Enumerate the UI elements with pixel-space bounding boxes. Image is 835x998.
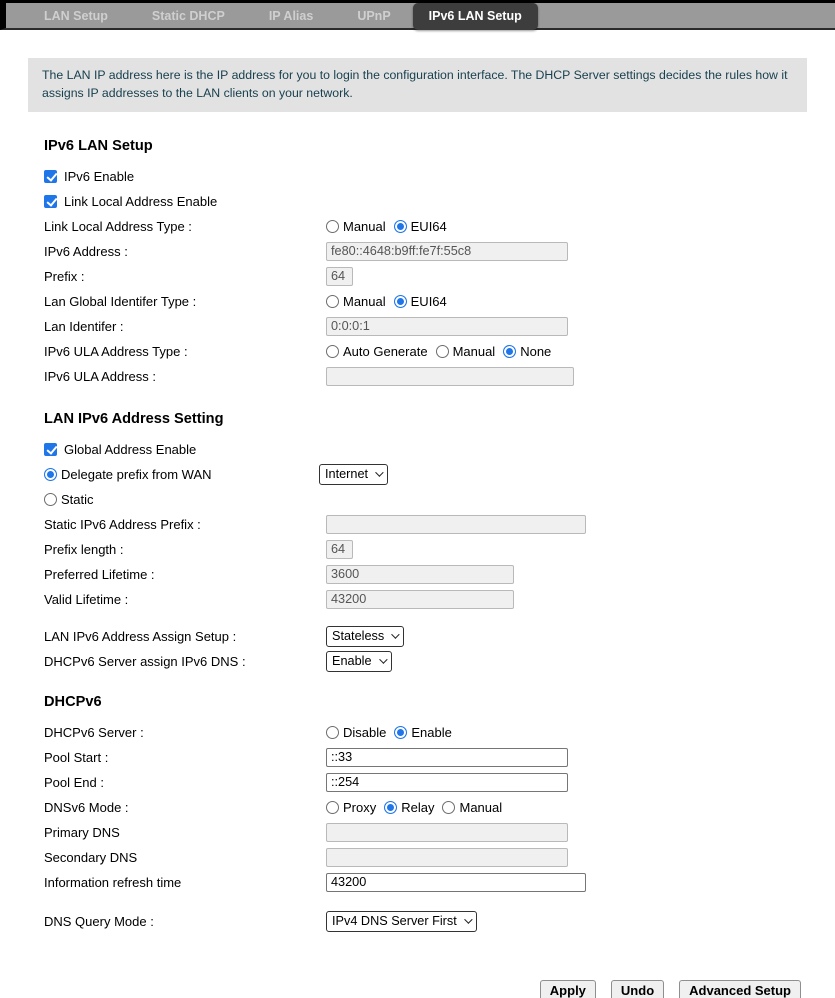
undo-button[interactable]: Undo (611, 980, 664, 998)
radio-checked-icon (394, 295, 407, 308)
static-ipv6-address-prefix-label: Static IPv6 Address Prefix : (44, 516, 201, 532)
option-label: Disable (343, 724, 387, 740)
apply-button[interactable]: Apply (540, 980, 596, 998)
option-label: Enable (411, 724, 452, 740)
radio-icon (442, 801, 455, 814)
select-value: Internet (325, 467, 369, 482)
delegate-prefix-option[interactable] (44, 467, 319, 482)
link-local-type-label: Link Local Address Type : (44, 218, 192, 234)
global-address-enable-row (44, 437, 835, 462)
lan-identifer-input (326, 317, 568, 336)
prefix-length-row (44, 537, 835, 562)
pool-start-input[interactable] (326, 748, 568, 767)
section-title-lan-ipv6-address-setting: LAN IPv6 Address Setting (44, 410, 224, 427)
lan-ipv6-address-assign-setup-row (44, 624, 835, 649)
radio-icon (326, 345, 339, 358)
option-label: Manual (459, 799, 503, 815)
select-value: Enable (332, 654, 372, 669)
preferred-lifetime-input (326, 565, 514, 584)
tab-lan-setup[interactable]: LAN Setup (44, 8, 108, 23)
pool-end-input[interactable] (326, 773, 568, 792)
option-label: None (520, 343, 552, 359)
lan-identifer-label: Lan Identifer : (44, 318, 124, 334)
chevron-down-icon (375, 468, 383, 476)
static-ipv6-address-prefix-input (326, 515, 586, 534)
radio-checked-icon (44, 468, 57, 481)
advanced-setup-button[interactable]: Advanced Setup (679, 980, 801, 998)
static-ipv6-address-prefix-row (44, 512, 835, 537)
tab-upnp[interactable]: UPnP (357, 8, 391, 23)
information-refresh-time-label: Information refresh time (44, 874, 182, 890)
dhcpv6-server-assign-ipv6-dns-label: DHCPv6 Server assign IPv6 DNS : (44, 653, 246, 669)
tab-ipv6-lan-setup[interactable]: IPv6 LAN Setup (413, 3, 538, 30)
lan-identifer-row (44, 314, 835, 339)
tab-bar (0, 0, 835, 30)
information-refresh-time-row (44, 870, 835, 895)
radio-checked-icon (503, 345, 516, 358)
chevron-down-icon (464, 915, 472, 923)
ipv6-enable-row (44, 164, 835, 189)
chevron-down-icon (379, 655, 387, 663)
link-local-type-manual-option[interactable] (326, 219, 386, 234)
pool-start-label: Pool Start : (44, 749, 109, 765)
radio-icon (44, 493, 57, 506)
ipv6-address-row (44, 239, 835, 264)
dns-query-mode-row (44, 909, 835, 934)
chevron-down-icon (391, 630, 399, 638)
select-value: Stateless (332, 629, 385, 644)
pool-end-row (44, 770, 835, 795)
lan-global-identifer-type-group (326, 294, 447, 309)
radio-checked-icon (394, 220, 407, 233)
primary-dns-row (44, 820, 835, 845)
dhcpv6-server-enable-option[interactable] (394, 725, 451, 740)
ipv6-ula-address-type-group (326, 344, 551, 359)
link-local-enable-label: Link Local Address Enable (64, 193, 218, 209)
preferred-lifetime-row (44, 562, 835, 587)
radio-icon (436, 345, 449, 358)
lan-ipv6-address-assign-setup-label: LAN IPv6 Address Assign Setup : (44, 628, 237, 644)
information-refresh-time-input[interactable] (326, 873, 586, 892)
primary-dns-input (326, 823, 568, 842)
lan-global-identifer-type-row (44, 289, 835, 314)
prefix-length-label: Prefix length : (44, 541, 124, 557)
prefix-row (44, 264, 835, 289)
secondary-dns-input (326, 848, 568, 867)
assign-ipv6-dns-select[interactable] (326, 651, 392, 672)
dhcpv6-server-row (44, 720, 835, 745)
primary-dns-label: Primary DNS (44, 824, 120, 840)
preferred-lifetime-label: Preferred Lifetime : (44, 566, 155, 582)
option-label: Relay (401, 799, 435, 815)
dhcpv6-server-disable-option[interactable] (326, 725, 386, 740)
link-local-enable-checkbox[interactable] (44, 195, 57, 208)
section-title-dhcpv6: DHCPv6 (44, 693, 102, 710)
option-label: EUI64 (410, 218, 447, 234)
radio-checked-icon (394, 726, 407, 739)
secondary-dns-label: Secondary DNS (44, 849, 138, 865)
dns-query-mode-select[interactable] (326, 911, 477, 932)
option-label: Manual (343, 293, 386, 309)
pool-end-label: Pool End : (44, 774, 104, 790)
ipv6-ula-address-type-label: IPv6 ULA Address Type : (44, 343, 188, 359)
dnsv6-mode-row (44, 795, 835, 820)
link-local-type-row (44, 214, 835, 239)
radio-icon (326, 726, 339, 739)
dhcpv6-server-label: DHCPv6 Server : (44, 724, 144, 740)
ipv6-address-input (326, 242, 568, 261)
ipv6-address-label: IPv6 Address : (44, 243, 128, 259)
select-value: IPv4 DNS Server First (332, 914, 457, 929)
option-label: Manual (452, 343, 496, 359)
valid-lifetime-input (326, 590, 514, 609)
assign-setup-select[interactable] (326, 626, 404, 647)
dnsv6-mode-group (326, 800, 502, 815)
radio-icon (326, 801, 339, 814)
link-local-enable-row (44, 189, 835, 214)
ipv6-ula-address-row (44, 364, 835, 389)
tab-ip-alias[interactable]: IP Alias (268, 8, 314, 23)
dnsv6-manual-option[interactable] (442, 800, 502, 815)
ipv6-enable-checkbox[interactable] (44, 170, 57, 183)
tab-static-dhcp[interactable]: Static DHCP (151, 8, 225, 23)
radio-checked-icon (384, 801, 397, 814)
secondary-dns-row (44, 845, 835, 870)
link-local-type-eui64-option[interactable] (394, 219, 447, 234)
option-label: Manual (343, 218, 386, 234)
dnsv6-relay-option[interactable] (384, 800, 434, 815)
global-address-enable-label: Global Address Enable (64, 441, 197, 457)
radio-icon (326, 220, 339, 233)
button-row (0, 980, 801, 998)
prefix-label: Prefix : (44, 268, 85, 284)
dhcpv6-server-assign-ipv6-dns-row (44, 649, 835, 674)
static-option[interactable] (44, 492, 94, 507)
ipv6-ula-address-type-row (44, 339, 835, 364)
lan-global-type-eui64-option[interactable] (394, 294, 447, 309)
link-local-type-group (326, 219, 447, 234)
global-address-enable-checkbox[interactable] (44, 443, 57, 456)
ula-type-manual-option[interactable] (436, 344, 496, 359)
delegate-wan-select[interactable] (319, 464, 388, 485)
static-option-label: Static (61, 491, 94, 507)
form-content (0, 138, 835, 934)
radio-icon (326, 295, 339, 308)
ula-type-none-option[interactable] (503, 344, 551, 359)
option-label: Proxy (343, 799, 377, 815)
ipv6-ula-address-input (326, 367, 574, 386)
option-label: EUI64 (410, 293, 447, 309)
dnsv6-proxy-option[interactable] (326, 800, 376, 815)
prefix-length-input (326, 540, 353, 559)
valid-lifetime-row (44, 587, 835, 612)
delegate-prefix-row (44, 462, 835, 487)
valid-lifetime-label: Valid Lifetime : (44, 591, 129, 607)
notice-banner: The LAN IP address here is the IP address for you to login the configuration interface. The DHCP Server settings decides the rules how it assigns IP addresses to the LAN clients on your network. (28, 58, 807, 112)
lan-global-type-manual-option[interactable] (326, 294, 386, 309)
dhcpv6-server-group (326, 725, 452, 740)
ula-type-auto-generate-option[interactable] (326, 344, 428, 359)
ipv6-ula-address-label: IPv6 ULA Address : (44, 368, 157, 384)
pool-start-row (44, 745, 835, 770)
ipv6-enable-label: IPv6 Enable (64, 168, 135, 184)
option-label: Auto Generate (343, 343, 428, 359)
lan-global-identifer-type-label: Lan Global Identifer Type : (44, 293, 197, 309)
dns-query-mode-label: DNS Query Mode : (44, 913, 154, 929)
static-option-row (44, 487, 835, 512)
dnsv6-mode-label: DNSv6 Mode : (44, 799, 129, 815)
section-title-ipv6-lan-setup: IPv6 LAN Setup (44, 137, 153, 154)
prefix-input (326, 267, 353, 286)
delegate-prefix-label: Delegate prefix from WAN (61, 466, 212, 482)
